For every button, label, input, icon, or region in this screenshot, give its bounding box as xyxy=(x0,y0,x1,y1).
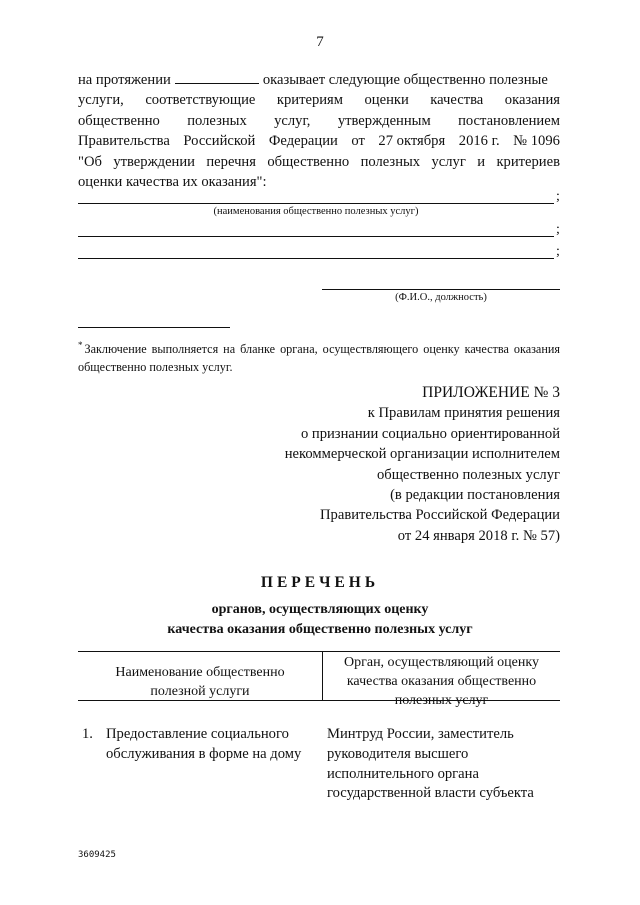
intro-word: Правительства xyxy=(78,133,170,150)
appendix-header xyxy=(258,383,560,546)
services-caption: (наименования общественно полезных услуг) xyxy=(213,206,419,217)
intro-word: утвержденным xyxy=(337,112,431,129)
semicolon: ; xyxy=(556,222,560,237)
footnote-text: Заключение выполняется на бланке органа, осуществляющего оценку качества оказания общественно полезных услуг. xyxy=(78,342,560,375)
header-line: Наименование общественно xyxy=(115,665,285,680)
appendix-line: некоммерческой организации исполнителем xyxy=(284,446,560,463)
appendix-title: ПРИЛОЖЕНИЕ № 3 xyxy=(422,384,560,401)
intro-paragraph xyxy=(78,70,560,192)
intro-word: критериям xyxy=(276,92,343,109)
list-subtitle xyxy=(0,600,640,640)
service-line: обслуживания в форме на дому xyxy=(106,745,302,762)
header-line: качества оказания общественно xyxy=(346,674,537,689)
row-service xyxy=(106,725,320,765)
appendix-line: (в редакции постановления xyxy=(390,487,560,504)
intro-word: полезных xyxy=(187,112,247,129)
intro-line-3 xyxy=(78,111,560,131)
footnote-marker: * xyxy=(78,340,83,350)
intro-word: оценки xyxy=(364,92,409,109)
list-subtitle-line: качества оказания общественно полезных услуг xyxy=(167,622,473,637)
intro-word: утверждении xyxy=(113,153,195,170)
list-subtitle-line: органов, осуществляющих оценку xyxy=(211,602,429,617)
intro-word: "Об xyxy=(78,153,102,170)
intro-word: № 1096 xyxy=(513,133,560,150)
intro-word: полезных xyxy=(360,153,421,170)
signature-fill-line xyxy=(322,289,560,290)
table-header-service xyxy=(78,663,322,701)
list-title: ПЕРЕЧЕНЬ xyxy=(260,574,380,591)
appendix-line: Правительства Российской Федерации xyxy=(320,507,560,524)
semicolon: ; xyxy=(556,244,560,259)
intro-line1-end: оказывает следующие общественно полезные xyxy=(262,72,548,88)
signature-caption: (Ф.И.О., должность) xyxy=(395,292,487,303)
intro-line-1 xyxy=(78,70,560,90)
intro-word: Федерации xyxy=(268,133,338,150)
intro-word: и xyxy=(477,153,486,170)
intro-word: 2016 г. xyxy=(458,133,500,150)
row-authority xyxy=(327,725,560,804)
table-header-authority xyxy=(323,653,560,710)
authority-line: Минтруд России, заместитель xyxy=(327,726,514,742)
intro-line-6 xyxy=(78,172,560,192)
row-number: 1. xyxy=(82,726,93,742)
appendix-line: от 24 января 2018 г. № 57) xyxy=(397,527,560,544)
intro-word: от xyxy=(351,133,365,150)
appendix-line: общественно полезных услуг xyxy=(376,466,560,483)
service-fill-line-1 xyxy=(78,203,554,204)
intro-word: Российской xyxy=(183,133,256,150)
intro-word: критериев xyxy=(496,153,560,170)
intro-line-4 xyxy=(78,131,560,151)
intro-line-5 xyxy=(78,152,560,172)
service-fill-line-3 xyxy=(78,258,554,259)
footnote xyxy=(78,336,560,376)
intro-word: услуг xyxy=(431,153,466,170)
service-fill-line-2 xyxy=(78,236,554,237)
header-line: полезных услуг xyxy=(394,693,489,708)
authority-line: государственной власти субъекта xyxy=(327,785,534,802)
intro-word: качества xyxy=(430,92,484,109)
authority-line: исполнительного органа xyxy=(327,765,479,782)
intro-word: соответствующие xyxy=(145,92,256,109)
page-number: 7 xyxy=(316,34,324,50)
authority-line: руководителя высшего xyxy=(327,745,469,762)
period-blank-field xyxy=(175,71,259,84)
header-line: Орган, осуществляющий оценку xyxy=(344,655,539,670)
appendix-line: к Правилам принятия решения xyxy=(367,405,560,422)
table-top-border xyxy=(78,651,560,652)
document-code: 3609425 xyxy=(78,850,116,860)
semicolon: ; xyxy=(556,189,560,204)
intro-line-2 xyxy=(78,90,560,110)
appendix-line: о признании социально ориентированной xyxy=(300,425,560,442)
intro-word: услуги, xyxy=(78,92,124,109)
intro-word: общественно xyxy=(78,112,160,129)
header-line: полезной услуги xyxy=(150,684,250,699)
intro-line1-start: на протяжении xyxy=(78,72,171,88)
intro-word: перечня xyxy=(206,153,256,170)
intro-word: общественно xyxy=(267,153,350,170)
intro-word: постановлением xyxy=(458,112,560,129)
intro-word: услуг, xyxy=(274,112,311,129)
footnote-separator xyxy=(78,327,230,328)
intro-word: оказания xyxy=(504,92,560,109)
intro-word: оценки качества их оказания": xyxy=(78,174,267,191)
intro-word: 27 октября xyxy=(378,133,446,150)
service-line: Предоставление социального xyxy=(106,726,289,742)
